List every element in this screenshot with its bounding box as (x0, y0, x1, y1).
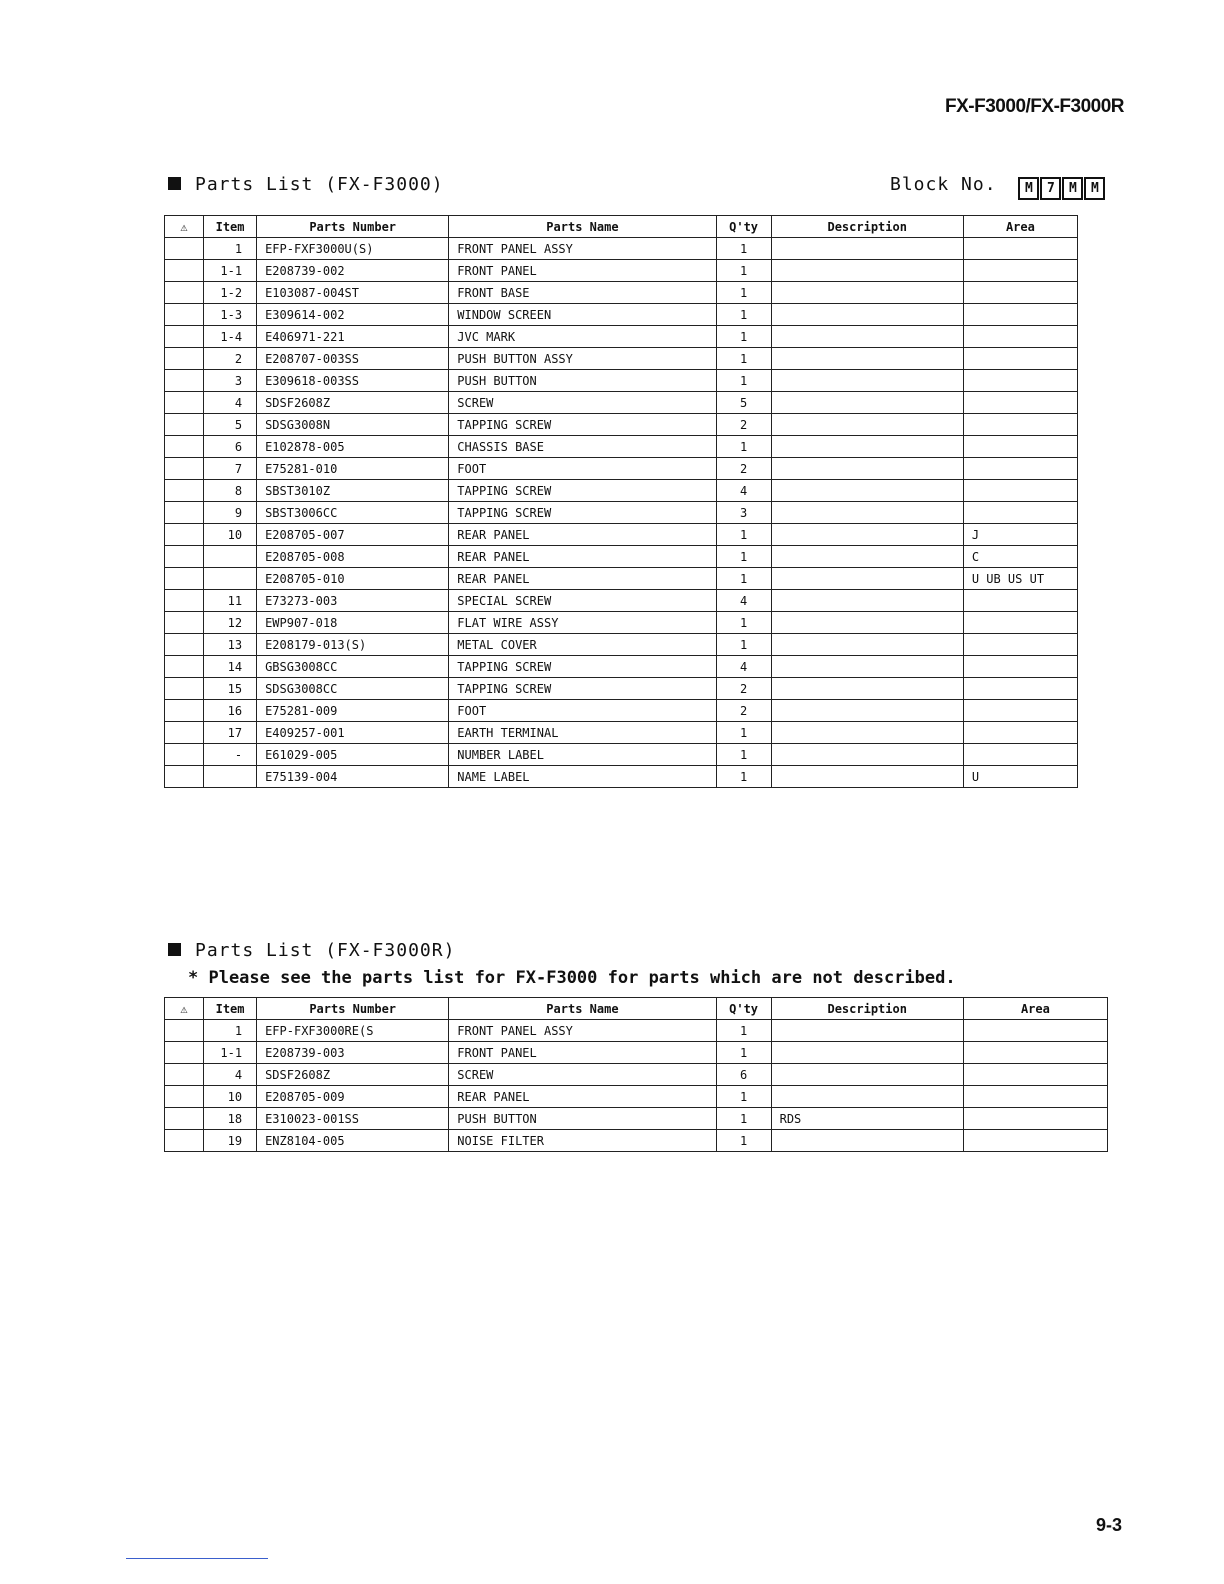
cell-caution (165, 700, 204, 722)
table-row (165, 326, 1078, 348)
cell-parts-name: FOOT (449, 700, 716, 722)
col-header-qty: Q'ty (716, 998, 771, 1020)
cell-qty: 3 (716, 502, 771, 524)
cell-area (963, 260, 1077, 282)
cell-parts-name: JVC MARK (449, 326, 716, 348)
table-row (165, 678, 1078, 700)
cell-area: U UB US UT (963, 568, 1077, 590)
cell-area (963, 1108, 1107, 1130)
cell-caution (165, 766, 204, 788)
cell-description (771, 480, 963, 502)
cell-item: 6 (204, 436, 257, 458)
cell-item: 16 (204, 700, 257, 722)
col-header-description: Description (771, 998, 963, 1020)
cell-item: 18 (204, 1108, 257, 1130)
cell-parts-name: NAME LABEL (449, 766, 716, 788)
cell-area (963, 392, 1077, 414)
cell-caution (165, 656, 204, 678)
cell-description (771, 458, 963, 480)
cell-description (771, 546, 963, 568)
col-header-area: Area (963, 216, 1077, 238)
cell-parts-name: CHASSIS BASE (449, 436, 716, 458)
cell-parts-name: FOOT (449, 458, 716, 480)
cell-qty: 1 (716, 546, 771, 568)
cell-parts-number: E208179-013(S) (257, 634, 449, 656)
cell-area (963, 436, 1077, 458)
cell-area (963, 1064, 1107, 1086)
cell-caution (165, 722, 204, 744)
cell-qty: 1 (716, 524, 771, 546)
cell-area (963, 1042, 1107, 1064)
cell-caution (165, 458, 204, 480)
cell-item: 14 (204, 656, 257, 678)
table-row (165, 612, 1078, 634)
cell-item: 13 (204, 634, 257, 656)
cell-description (771, 326, 963, 348)
cell-qty: 2 (716, 458, 771, 480)
cell-parts-number: E75139-004 (257, 766, 449, 788)
table-row (165, 282, 1078, 304)
cell-caution (165, 524, 204, 546)
cell-parts-number: E73273-003 (257, 590, 449, 612)
cell-parts-number: GBSG3008CC (257, 656, 449, 678)
cell-qty: 2 (716, 414, 771, 436)
cell-parts-name: REAR PANEL (449, 546, 716, 568)
cell-caution (165, 744, 204, 766)
cell-area (963, 744, 1077, 766)
col-header-description: Description (771, 216, 963, 238)
cell-item: - (204, 744, 257, 766)
cell-qty: 6 (716, 1064, 771, 1086)
cell-item: 1-3 (204, 304, 257, 326)
table-row (165, 304, 1078, 326)
table-row (165, 634, 1078, 656)
cell-area (963, 238, 1077, 260)
cell-parts-number: E208705-009 (257, 1086, 449, 1108)
cell-description (771, 700, 963, 722)
cell-area: J (963, 524, 1077, 546)
cell-area (963, 414, 1077, 436)
col-header-area: Area (963, 998, 1107, 1020)
cell-parts-number: E406971-221 (257, 326, 449, 348)
cell-description (771, 524, 963, 546)
cell-item: 10 (204, 1086, 257, 1108)
cell-area (963, 612, 1077, 634)
cell-description (771, 436, 963, 458)
cell-caution (165, 1064, 204, 1086)
cell-parts-name: FRONT PANEL (449, 1042, 716, 1064)
cell-area (963, 502, 1077, 524)
cell-qty: 1 (716, 326, 771, 348)
caution-icon: ⚠ (165, 216, 204, 238)
footer-rule (126, 1558, 268, 1559)
parts-list-heading-fx-f3000r (168, 940, 455, 961)
col-header-parts-number: Parts Number (257, 216, 449, 238)
cell-area (963, 656, 1077, 678)
cell-parts-number: E208707-003SS (257, 348, 449, 370)
cell-description (771, 260, 963, 282)
table-row (165, 590, 1078, 612)
cell-caution (165, 260, 204, 282)
page-number: 9-3 (1095, 1515, 1122, 1535)
cell-description (771, 1064, 963, 1086)
cell-caution (165, 1020, 204, 1042)
cell-caution (165, 480, 204, 502)
cell-qty: 1 (716, 612, 771, 634)
cell-parts-name: PUSH BUTTON (449, 1108, 716, 1130)
cell-parts-number: SBST3006CC (257, 502, 449, 524)
cell-item: 17 (204, 722, 257, 744)
caution-icon: ⚠ (165, 998, 204, 1020)
cell-parts-number: SDSG3008CC (257, 678, 449, 700)
cell-parts-number: ENZ8104-005 (257, 1130, 449, 1152)
cell-description (771, 678, 963, 700)
cell-item: 1 (204, 238, 257, 260)
table-row (165, 568, 1078, 590)
cell-parts-name: PUSH BUTTON (449, 370, 716, 392)
cell-caution (165, 282, 204, 304)
cell-parts-name: NOISE FILTER (449, 1130, 716, 1152)
cell-item: 2 (204, 348, 257, 370)
col-header-parts-name: Parts Name (449, 216, 716, 238)
cell-qty: 1 (716, 1130, 771, 1152)
table-row (165, 370, 1078, 392)
table-row (165, 502, 1078, 524)
cell-parts-number: E208705-010 (257, 568, 449, 590)
cell-parts-name: FRONT PANEL ASSY (449, 1020, 716, 1042)
cell-area (963, 326, 1077, 348)
bullet-square-icon (168, 943, 181, 956)
section2-title: Parts List (FX-F3000R) (195, 940, 456, 961)
cell-parts-name: WINDOW SCREEN (449, 304, 716, 326)
cell-caution (165, 370, 204, 392)
cell-parts-number: E309614-002 (257, 304, 449, 326)
cell-description (771, 656, 963, 678)
cell-parts-number: E102878-005 (257, 436, 449, 458)
cell-parts-number: EWP907-018 (257, 612, 449, 634)
cell-parts-name: FLAT WIRE ASSY (449, 612, 716, 634)
table-row (165, 744, 1078, 766)
cell-qty: 1 (716, 1086, 771, 1108)
cell-parts-name: TAPPING SCREW (449, 414, 716, 436)
cell-caution (165, 436, 204, 458)
cell-description (771, 1130, 963, 1152)
cell-parts-name: FRONT BASE (449, 282, 716, 304)
table-row (165, 524, 1078, 546)
section2-note: * Please see the parts list for FX-F3000 for parts which are not described. (188, 968, 956, 988)
cell-description (771, 1042, 963, 1064)
cell-parts-number: E103087-004ST (257, 282, 449, 304)
cell-area (963, 304, 1077, 326)
cell-parts-name: TAPPING SCREW (449, 480, 716, 502)
cell-caution (165, 238, 204, 260)
cell-parts-name: EARTH TERMINAL (449, 722, 716, 744)
cell-description (771, 568, 963, 590)
cell-description (771, 744, 963, 766)
cell-item: 1-1 (204, 1042, 257, 1064)
cell-parts-number: E208705-008 (257, 546, 449, 568)
cell-caution (165, 634, 204, 656)
cell-parts-name: TAPPING SCREW (449, 502, 716, 524)
cell-description: RDS (771, 1108, 963, 1130)
block-code-box: M (1084, 177, 1105, 200)
cell-description (771, 1020, 963, 1042)
cell-item: 15 (204, 678, 257, 700)
table-row (165, 392, 1078, 414)
col-header-item: Item (204, 216, 257, 238)
cell-description (771, 1086, 963, 1108)
table-header-row (165, 998, 1108, 1020)
cell-parts-name: PUSH BUTTON ASSY (449, 348, 716, 370)
cell-parts-name: TAPPING SCREW (449, 678, 716, 700)
bullet-square-icon (168, 177, 181, 190)
cell-parts-number: E309618-003SS (257, 370, 449, 392)
cell-item: 10 (204, 524, 257, 546)
table-row (165, 722, 1078, 744)
parts-table-fx-f3000 (164, 215, 1078, 788)
cell-area (963, 722, 1077, 744)
cell-parts-number: E61029-005 (257, 744, 449, 766)
block-code-box: M (1018, 177, 1039, 200)
cell-description (771, 722, 963, 744)
cell-parts-number: E208739-003 (257, 1042, 449, 1064)
table-row (165, 1042, 1108, 1064)
cell-item: 3 (204, 370, 257, 392)
cell-description (771, 502, 963, 524)
table-row (165, 766, 1078, 788)
cell-area (963, 590, 1077, 612)
cell-caution (165, 392, 204, 414)
cell-description (771, 634, 963, 656)
cell-parts-name: TAPPING SCREW (449, 656, 716, 678)
cell-parts-number: E208705-007 (257, 524, 449, 546)
cell-qty: 1 (716, 568, 771, 590)
col-header-parts-number: Parts Number (257, 998, 449, 1020)
table-header-row (165, 216, 1078, 238)
cell-qty: 2 (716, 700, 771, 722)
cell-item: 1-2 (204, 282, 257, 304)
table-row (165, 458, 1078, 480)
cell-area (963, 1020, 1107, 1042)
cell-description (771, 238, 963, 260)
table-row (165, 1108, 1108, 1130)
table-row (165, 1130, 1108, 1152)
cell-qty: 1 (716, 304, 771, 326)
cell-parts-number: E75281-010 (257, 458, 449, 480)
cell-qty: 1 (716, 634, 771, 656)
cell-item: 8 (204, 480, 257, 502)
cell-qty: 4 (716, 590, 771, 612)
cell-item: 4 (204, 392, 257, 414)
cell-parts-number: SBST3010Z (257, 480, 449, 502)
cell-qty: 1 (716, 744, 771, 766)
cell-caution (165, 1086, 204, 1108)
cell-area (963, 282, 1077, 304)
cell-parts-name: SPECIAL SCREW (449, 590, 716, 612)
cell-qty: 1 (716, 238, 771, 260)
table-row (165, 238, 1078, 260)
table-row (165, 260, 1078, 282)
cell-qty: 1 (716, 370, 771, 392)
table-row (165, 1086, 1108, 1108)
cell-caution (165, 414, 204, 436)
cell-parts-name: FRONT PANEL (449, 260, 716, 282)
cell-description (771, 612, 963, 634)
cell-area (963, 348, 1077, 370)
cell-parts-name: SCREW (449, 1064, 716, 1086)
cell-caution (165, 546, 204, 568)
cell-area: U (963, 766, 1077, 788)
cell-description (771, 304, 963, 326)
cell-item: 1 (204, 1020, 257, 1042)
cell-qty: 4 (716, 656, 771, 678)
cell-parts-name: REAR PANEL (449, 568, 716, 590)
cell-caution (165, 1130, 204, 1152)
cell-qty: 1 (716, 282, 771, 304)
cell-caution (165, 1042, 204, 1064)
cell-qty: 2 (716, 678, 771, 700)
cell-description (771, 282, 963, 304)
cell-area (963, 480, 1077, 502)
cell-description (771, 414, 963, 436)
cell-caution (165, 612, 204, 634)
block-number (890, 174, 1106, 200)
cell-qty: 5 (716, 392, 771, 414)
cell-qty: 1 (716, 1042, 771, 1064)
cell-description (771, 348, 963, 370)
parts-list-heading-fx-f3000 (168, 174, 444, 195)
table-row (165, 700, 1078, 722)
cell-area (963, 700, 1077, 722)
cell-description (771, 392, 963, 414)
table-row (165, 348, 1078, 370)
cell-parts-number: E208739-002 (257, 260, 449, 282)
cell-qty: 1 (716, 1108, 771, 1130)
block-code-box: M (1062, 177, 1083, 200)
cell-qty: 1 (716, 260, 771, 282)
cell-area (963, 678, 1077, 700)
cell-description (771, 766, 963, 788)
block-code-box: 7 (1040, 177, 1061, 200)
col-header-qty: Q'ty (716, 216, 771, 238)
cell-item: 1-1 (204, 260, 257, 282)
block-label: Block No. (890, 174, 997, 195)
table-row (165, 546, 1078, 568)
cell-area: C (963, 546, 1077, 568)
cell-parts-number: E75281-009 (257, 700, 449, 722)
cell-parts-number: EFP-FXF3000RE(S (257, 1020, 449, 1042)
cell-item: 1-4 (204, 326, 257, 348)
cell-parts-name: REAR PANEL (449, 524, 716, 546)
cell-area (963, 634, 1077, 656)
cell-area (963, 458, 1077, 480)
cell-item (204, 766, 257, 788)
cell-item: 4 (204, 1064, 257, 1086)
cell-caution (165, 1108, 204, 1130)
parts-table-fx-f3000r (164, 997, 1108, 1152)
cell-qty: 1 (716, 436, 771, 458)
cell-area (963, 370, 1077, 392)
cell-item (204, 546, 257, 568)
cell-qty: 1 (716, 1020, 771, 1042)
col-header-parts-name: Parts Name (449, 998, 716, 1020)
cell-item (204, 568, 257, 590)
cell-parts-number: EFP-FXF3000U(S) (257, 238, 449, 260)
cell-caution (165, 502, 204, 524)
table-row (165, 480, 1078, 502)
section1-title: Parts List (FX-F3000) (195, 174, 444, 195)
cell-item: 19 (204, 1130, 257, 1152)
cell-parts-number: E310023-001SS (257, 1108, 449, 1130)
cell-caution (165, 678, 204, 700)
table-row (165, 656, 1078, 678)
cell-parts-number: SDSG3008N (257, 414, 449, 436)
cell-description (771, 370, 963, 392)
cell-area (963, 1130, 1107, 1152)
cell-item: 7 (204, 458, 257, 480)
cell-item: 11 (204, 590, 257, 612)
table-row (165, 436, 1078, 458)
block-code-boxes (1018, 176, 1106, 200)
cell-caution (165, 348, 204, 370)
model-title: FX-F3000/FX-F3000R (945, 96, 1124, 117)
cell-caution (165, 304, 204, 326)
cell-caution (165, 568, 204, 590)
cell-caution (165, 590, 204, 612)
cell-item: 12 (204, 612, 257, 634)
cell-caution (165, 326, 204, 348)
cell-area (963, 1086, 1107, 1108)
table-row (165, 1064, 1108, 1086)
cell-parts-name: NUMBER LABEL (449, 744, 716, 766)
cell-parts-name: METAL COVER (449, 634, 716, 656)
cell-qty: 1 (716, 722, 771, 744)
cell-parts-number: SDSF2608Z (257, 1064, 449, 1086)
cell-parts-number: E409257-001 (257, 722, 449, 744)
cell-parts-name: REAR PANEL (449, 1086, 716, 1108)
cell-qty: 4 (716, 480, 771, 502)
cell-description (771, 590, 963, 612)
cell-parts-name: SCREW (449, 392, 716, 414)
cell-parts-name: FRONT PANEL ASSY (449, 238, 716, 260)
table-row (165, 414, 1078, 436)
cell-item: 9 (204, 502, 257, 524)
cell-qty: 1 (716, 766, 771, 788)
cell-item: 5 (204, 414, 257, 436)
table-row (165, 1020, 1108, 1042)
col-header-item: Item (204, 998, 257, 1020)
cell-parts-number: SDSF2608Z (257, 392, 449, 414)
cell-qty: 1 (716, 348, 771, 370)
